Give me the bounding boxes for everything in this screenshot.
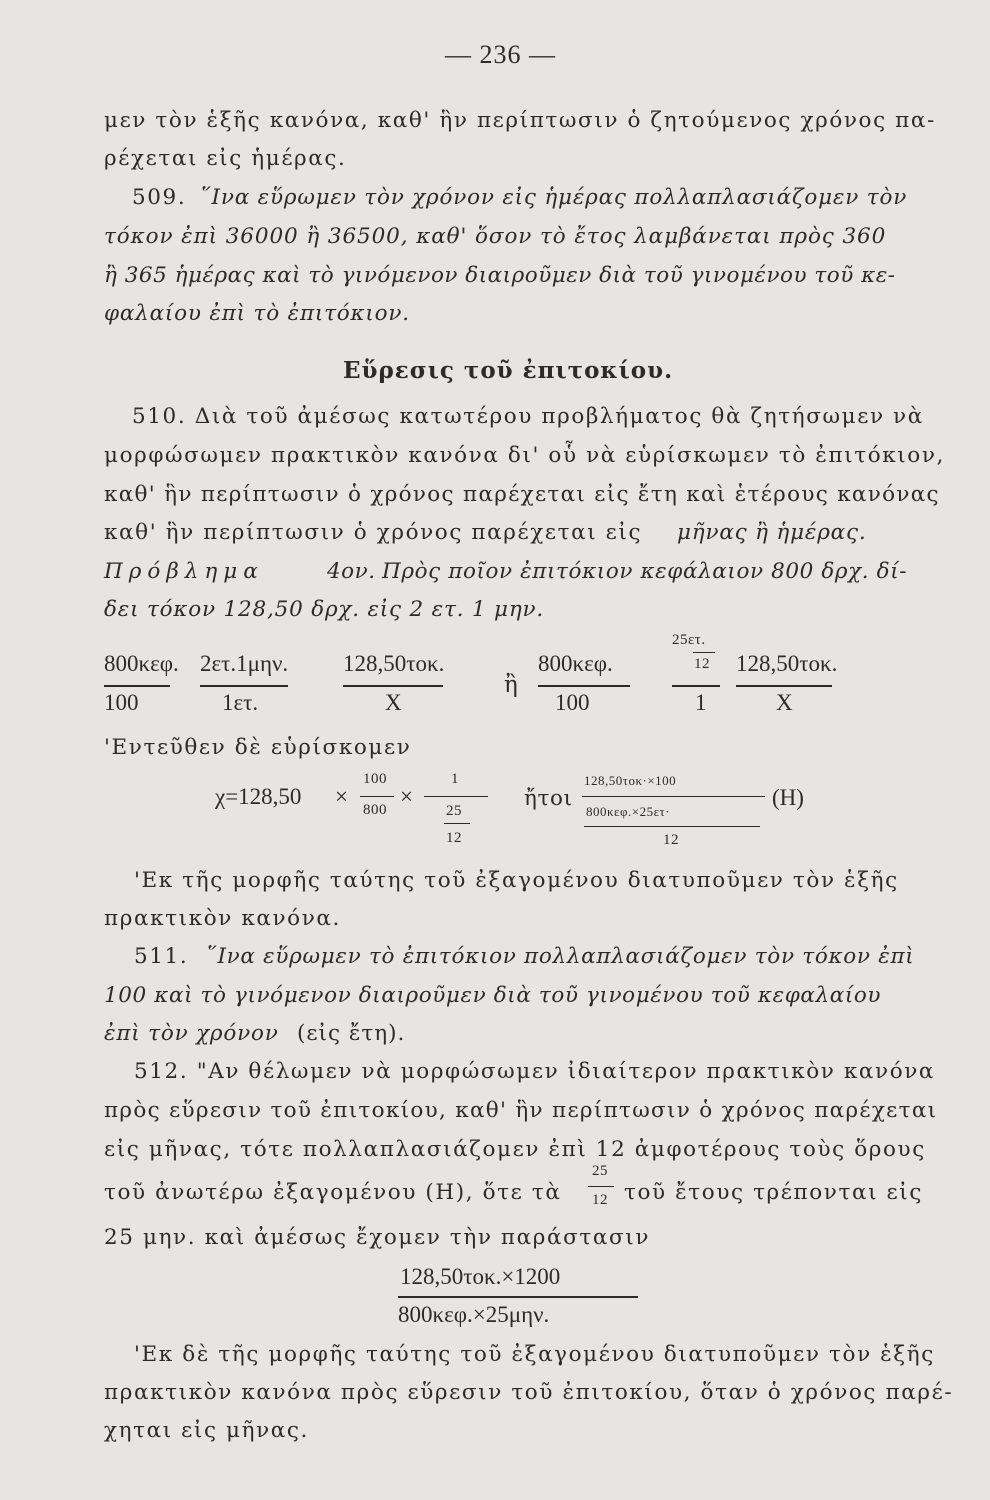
text-line: εἰς μῆνας, τότε πολλαπλασιάζομεν ἐπὶ 12 ἀμφοτέρους τοὺς ὅρους (104, 1137, 926, 1162)
formula-lhs: χ=128,50 (215, 784, 302, 809)
fraction-bar (582, 796, 765, 797)
ratio-denominator: 100 (104, 690, 139, 715)
text-line: πρὸς εὕρεσιν τοῦ ἐπιτοκίου, καθ' ἣν περίπτωσιν ὁ χρόνος παρέχεται (104, 1098, 938, 1123)
fraction-bar (343, 685, 443, 687)
text-line: 25 μην. καὶ ἀμέσως ἔχομεν τὴν παράστασιν (104, 1225, 650, 1250)
text-line: καθ' ἣν περίπτωσιν ὁ χρόνος παρέχεται εἰς (104, 520, 643, 545)
rule-text: ῞Ινα εὕρωμεν τὸ ἐπιτόκιον πολλαπλασιάζομεν τὸν τόκον ἐπὶ (206, 944, 915, 969)
itoi-word: ἤτοι (524, 786, 573, 811)
fraction-bar (538, 685, 630, 687)
fraction-bar (444, 823, 470, 824)
text-line-italic: μῆνας ἢ ἡμέρας. (677, 520, 867, 545)
fraction-bar (693, 652, 715, 653)
ratio-denominator: 1ετ. (222, 690, 259, 715)
ratio-numerator: 12 (694, 656, 710, 672)
times-sign: × (335, 784, 348, 809)
final-numerator: 128,50τοκ.×1200 (400, 1264, 561, 1289)
text-line: τοῦ ἔτους τρέπονται εἰς (624, 1180, 923, 1205)
text-line: (εἰς ἔτη). (297, 1021, 406, 1046)
rule-text: φαλαίου ἐπὶ τὸ ἐπιτόκιον. (104, 301, 410, 326)
fraction-numerator: 100 (363, 771, 387, 787)
text-line: μορφώσωμεν πρακτικὸν κανόνα δι' οὗ νὰ εὑρίσκωμεν τὸ ἐπιτόκιον, (104, 443, 945, 468)
fraction-bar (588, 1186, 614, 1187)
rule-text: 100 καὶ τὸ γινόμενον διαιροῦμεν διὰ τοῦ γινομένου τοῦ κεφαλαίου (104, 983, 882, 1008)
fraction-denominator: 12 (663, 832, 679, 848)
text-line: χηται εἰς μῆνας. (104, 1418, 309, 1443)
text-line: 512. "Αν θέλωμεν νὰ μορφώσωμεν ἰδιαίτερον πρακτικὸν κανόνα (134, 1059, 936, 1084)
problem-number: 4ον. (327, 559, 376, 584)
ratio-top: 25ετ. (672, 632, 706, 648)
problem-text: Πρὸς ποῖον ἐπιτόκιον κεφάλαιον 800 δρχ. δί- (382, 559, 908, 584)
text-line: πρακτικὸν κανόνα πρὸς εὕρεσιν τοῦ ἐπιτοκίου, ὅταν ὁ χρόνος παρέ- (104, 1380, 954, 1405)
ratio-denominator: X (776, 690, 793, 715)
section-number: 511. (134, 944, 189, 969)
text-line: ρέχεται εἰς ἡμέρας. (104, 146, 347, 171)
or-word: ἢ (504, 672, 518, 698)
ratio-numerator: 800κεφ. (104, 651, 179, 676)
inline-fraction-num: 25 (592, 1163, 608, 1179)
ratio-denominator: 1 (695, 690, 707, 715)
fraction-numerator: 128,50τοκ·×100 (584, 773, 677, 788)
text-line: 'Εκ τῆς μορφῆς ταύτης τοῦ ἐξαγομένου διατυποῦμεν τὸν ἑξῆς (134, 868, 899, 893)
text-line: 510. Διὰ τοῦ ἀμέσως κατωτέρου προβλήματος θὰ ζητήσωμεν νὰ (132, 404, 924, 429)
ratio-numerator: 128,50τοκ. (736, 651, 838, 676)
page-number: — 236 — (445, 40, 556, 69)
fraction-bar (104, 685, 170, 687)
text-line: 'Εντεῦθεν δὲ εὑρίσκομεν (104, 735, 412, 760)
fraction-bar (584, 826, 760, 827)
rule-text: τόκον ἐπὶ 36000 ἢ 36500, καθ' ὅσον τὸ ἔτος λαμβάνεται πρὸς 360 (104, 224, 887, 249)
section-number: 509. (132, 185, 187, 210)
fraction-bar (736, 685, 832, 687)
rule-text: ἐπὶ τὸν χρόνον (104, 1021, 279, 1046)
fraction-bar (424, 796, 488, 797)
rule-text: ῞Ινα εὕρωμεν τὸν χρόνον εἰς ἡμέρας πολλαπλασιάζομεν τὸν (200, 185, 908, 210)
fraction-numerator: 1 (451, 771, 459, 787)
fraction-bar (200, 685, 288, 687)
ratio-numerator: 2ετ.1μην. (200, 651, 289, 676)
formula-label: (Η) (772, 785, 804, 810)
fraction-bar (672, 685, 720, 687)
text-line: τοῦ ἀνωτέρω ἐξαγομένου (Η), ὅτε τὰ (104, 1180, 562, 1205)
final-denominator: 800κεφ.×25μην. (398, 1302, 550, 1327)
inline-fraction-den: 12 (592, 1192, 608, 1208)
fraction-denominator: 25 (446, 803, 462, 819)
fraction-denominator: 800 (363, 802, 387, 818)
text-line: καθ' ἣν περίπτωσιν ὁ χρόνος παρέχεται εἰς ἔτη καὶ ἑτέρους κανόνας (104, 482, 940, 507)
ratio-denominator: X (385, 690, 402, 715)
rule-text: ἢ 365 ἡμέρας καὶ τὸ γινόμενον διαιροῦμεν διὰ τοῦ γινομένου τοῦ κε- (104, 263, 896, 288)
fraction-denominator: 12 (446, 830, 462, 846)
text-line: μεν τὸν ἑξῆς κανόνα, καθ' ἣν περίπτωσιν ὁ ζητούμενος χρόνος πα- (104, 108, 936, 133)
times-sign: × (400, 784, 413, 809)
text-line: 'Εκ δὲ τῆς μορφῆς ταύτης τοῦ ἐξαγομένου διατυποῦμεν τὸν ἑξῆς (134, 1342, 935, 1367)
problem-label: Πρόβλημα (104, 559, 264, 584)
problem-text: δει τόκον 128,50 δρχ. εἰς 2 ετ. 1 μην. (104, 597, 545, 622)
fraction-bar (360, 796, 394, 797)
section-heading: Εὕρεσις τοῦ ἐπιτοκίου. (343, 357, 674, 384)
ratio-numerator: 800κεφ. (538, 651, 613, 676)
ratio-numerator: 128,50τοκ. (343, 651, 445, 676)
fraction-bar (398, 1296, 638, 1298)
text-line: πρακτικὸν κανόνα. (104, 906, 341, 931)
fraction-denominator: 800κεφ.×25ετ· (586, 804, 671, 819)
ratio-denominator: 100 (555, 690, 590, 715)
